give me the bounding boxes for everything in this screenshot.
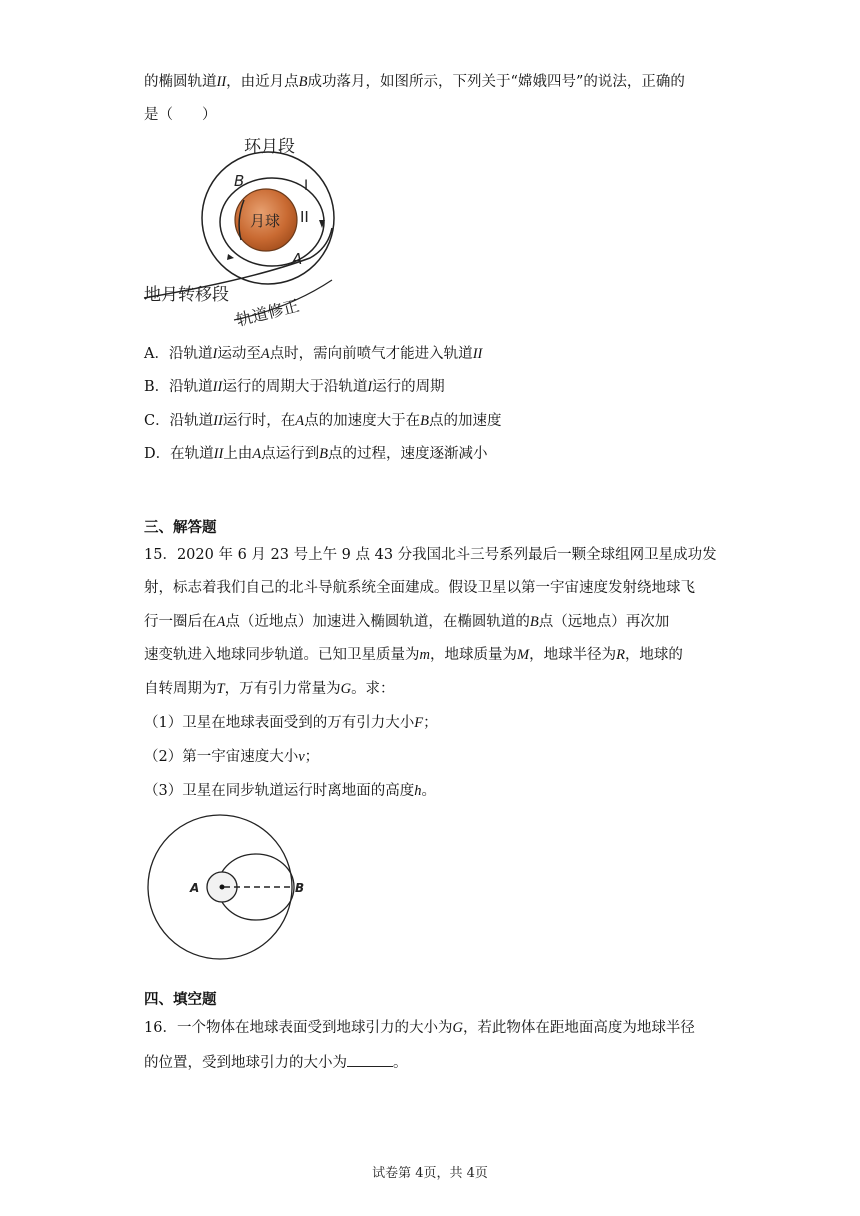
label-I: I [304, 178, 309, 194]
lunar-orbit-figure [140, 130, 380, 330]
page-footer: 试卷第 4页，共 4页 [372, 1166, 488, 1181]
earth-center-dot [220, 885, 225, 890]
label-correction: 轨道修正 [234, 295, 302, 330]
label-II: II [300, 208, 309, 226]
label-B: B [234, 172, 245, 190]
q15-line-2: 射，标志着我们自己的北斗导航系统全面建成。假设卫星以第一宇宙速度发射绕地球飞 [144, 580, 695, 596]
q14-option-b: B．沿轨道II运行的周期大于沿轨道I运行的周期 [144, 379, 445, 395]
q14-stem-line-2: 是（ ） [144, 107, 217, 123]
q15-line-4: 速变轨进入地球同步轨道。已知卫星质量为m，地球质量为M，地球半径为R，地球的 [144, 647, 683, 663]
q15-line-3: 行一圈后在A点（近地点）加速进入椭圆轨道，在椭圆轨道的B点（远地点）再次加 [144, 614, 670, 630]
section-3-title: 三、解答题 [144, 519, 217, 536]
label-A: A [292, 250, 303, 268]
q15-sub-3: （3）卫星在同步轨道运行时离地面的高度h。 [144, 783, 436, 799]
q16-line-2: 的位置，受到地球引力的大小为 。 [144, 1052, 408, 1073]
q15-sub-1: （1）卫星在地球表面受到的万有引力大小F； [144, 715, 438, 731]
section-4-title: 四、填空题 [144, 991, 217, 1008]
label-B: B [295, 881, 305, 895]
q15-line-5: 自转周期为T，万有引力常量为G。求： [144, 681, 395, 697]
q15-line-1: 15．2020 年 6 月 23 号上午 9 点 43 分我国北斗三号系列最后一颗全球组网卫星成功发 [144, 547, 717, 563]
q16-line-1: 16．一个物体在地球表面受到地球引力的大小为G，若此物体在距地面高度为地球半径 [144, 1020, 695, 1036]
q14-option-d: D．在轨道II上由A点运行到B点的过程，速度逐渐减小 [144, 446, 488, 462]
label-moon: 月球 [250, 212, 281, 230]
label-transfer: 地月转移段 [144, 285, 229, 305]
q14-stem-line-1: 的椭圆轨道II，由近月点B成功落月，如图所示，下列关于“嫦娥四号”的说法，正确的 [144, 74, 685, 90]
label-orbit-phase: 环月段 [244, 137, 295, 157]
q14-option-a: A．沿轨道I运动至A点时，需向前喷气才能进入轨道II [144, 346, 483, 362]
answer-blank[interactable] [347, 1052, 393, 1067]
q15-sub-2: （2）第一宇宙速度大小v； [144, 749, 320, 765]
q14-option-c: C．沿轨道II运行时，在A点的加速度大于在B点的加速度 [144, 413, 502, 429]
label-A: A [190, 881, 200, 895]
satellite-orbit-figure [146, 812, 306, 964]
